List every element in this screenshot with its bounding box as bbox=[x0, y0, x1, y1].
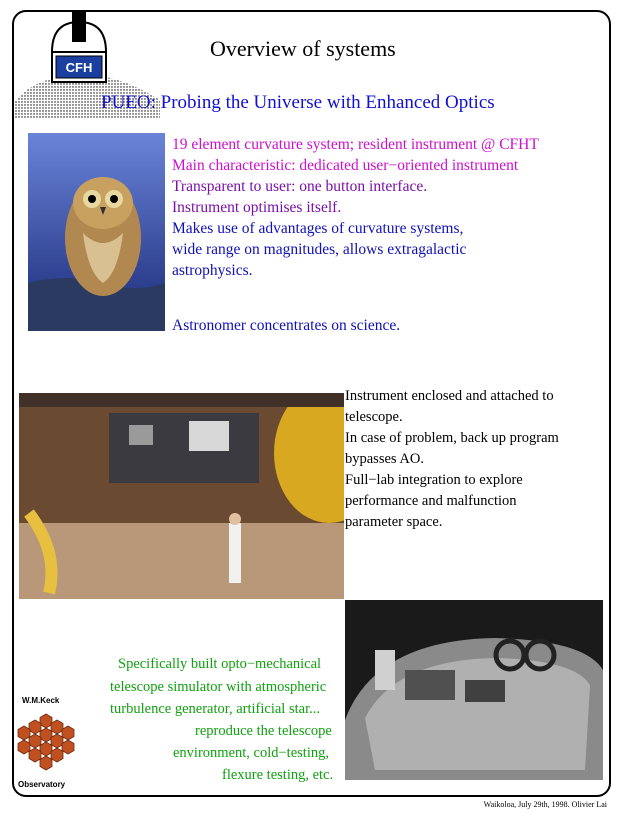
section3-line-1: Specifically built opto−mechanical bbox=[118, 656, 322, 672]
section2-line-2: telescope. bbox=[345, 409, 403, 425]
section3-line-3: turbulence generator, artificial star... bbox=[110, 701, 320, 717]
page-subtitle: PUEO: Probing the Universe with Enhanced Optics bbox=[101, 92, 495, 113]
keck-logo-top: W.M.Keck bbox=[22, 696, 60, 705]
section1-line-1: 19 element curvature system; resident instrument @ CFHT bbox=[172, 136, 539, 153]
cfht-logo-text: CFH bbox=[65, 60, 93, 75]
section1-line-3: Transparent to user: one button interface. bbox=[172, 178, 428, 195]
section3-line-5: environment, cold−testing, bbox=[173, 745, 329, 761]
section2-line-5: Full−lab integration to explore bbox=[345, 472, 523, 488]
section1-line-4: Instrument optimises itself. bbox=[172, 199, 342, 216]
section2-line-7: parameter space. bbox=[345, 514, 443, 530]
section2-line-1: Instrument enclosed and attached to bbox=[345, 388, 554, 404]
section1-line-6: wide range on magnitudes, allows extragalactic bbox=[172, 241, 467, 258]
keck-logo-bottom: Observatory bbox=[18, 780, 66, 789]
simulator-photo bbox=[345, 600, 603, 780]
section3-line-2: telescope simulator with atmospheric bbox=[110, 679, 327, 695]
keck-logo bbox=[12, 694, 82, 794]
page-title: Overview of systems bbox=[210, 36, 396, 61]
section1-line-5: Makes use of advantages of curvature systems, bbox=[172, 220, 464, 237]
footer-text: Waikoloa, July 29th, 1998. Olivier Lai bbox=[483, 800, 607, 809]
section3-line-6: flexure testing, etc. bbox=[222, 767, 334, 783]
instrument-photo bbox=[19, 393, 344, 599]
section3-line-4: reproduce the telescope bbox=[195, 723, 332, 739]
section2-line-4: bypasses AO. bbox=[345, 451, 424, 467]
section2-line-3: In case of problem, back up program bbox=[345, 430, 559, 446]
section2-line-6: performance and malfunction bbox=[345, 493, 517, 509]
section1-line-2: Main characteristic: dedicated user−oriented instrument bbox=[172, 157, 519, 174]
section1-line-7: astrophysics. bbox=[172, 262, 253, 279]
owl-image bbox=[28, 133, 165, 331]
section1-closing: Astronomer concentrates on science. bbox=[172, 317, 401, 334]
